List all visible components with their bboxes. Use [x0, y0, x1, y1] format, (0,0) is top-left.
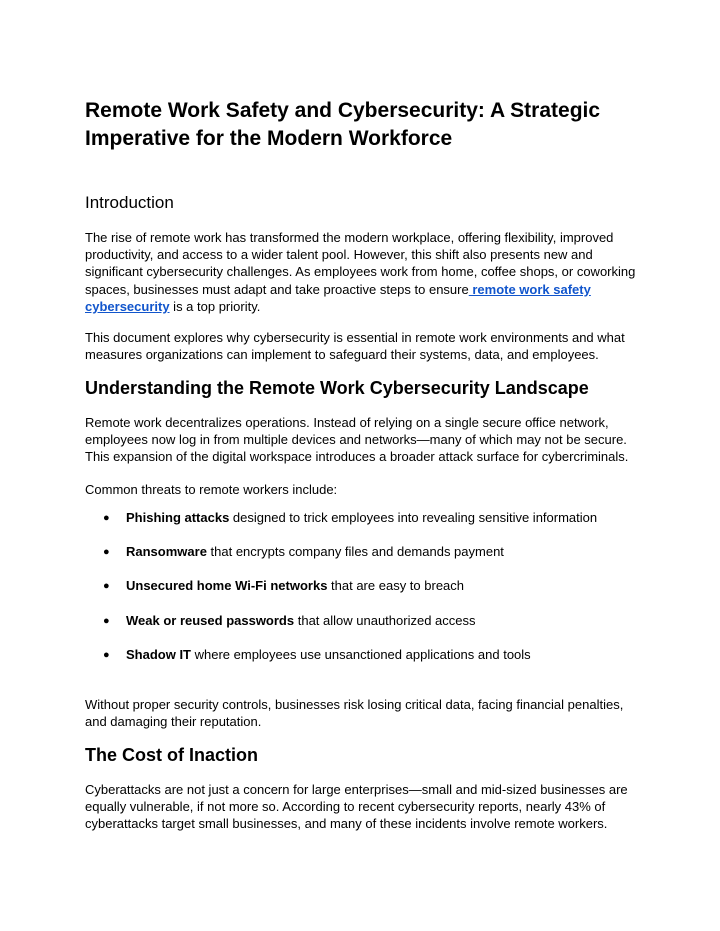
intro-p1-after: is a top priority. [169, 298, 261, 314]
intro-paragraph-1 [85, 229, 645, 315]
bullet-icon: ● [103, 546, 110, 559]
bullet-icon: ● [103, 614, 110, 627]
bullet-icon: ● [103, 512, 110, 524]
list-item [85, 645, 645, 679]
landscape-heading: Understanding the Remote Work Cybersecurity Landscape [85, 378, 589, 398]
intro-paragraph-2: This document explores why cybersecurity is essential in remote work environments and what measures organizations can implement to safeguard their systems, data, and employees. [85, 330, 625, 363]
list-item [85, 576, 645, 610]
document-title: Remote Work Safety and Cybersecurity: A Strategic Imperative for the Modern Workforce [85, 99, 601, 150]
intro-heading: Introduction [85, 193, 174, 212]
threat-name: Unsecured home Wi-Fi networks [126, 578, 328, 594]
threat-description: designed to trick employees into revealing sensitive information [229, 510, 598, 525]
remote-work-safety-link[interactable]: remote work safety cybersecurity [85, 281, 591, 314]
landscape-paragraph-1: Remote work decentralizes operations. Instead of relying on a single secure office network, employees now log in from multiple devices and networks—many of which may not be secure. This expansion of the digital workspace introduces a broader attack surface for cybercriminals. [85, 415, 629, 465]
list-item [85, 542, 645, 576]
threats-intro: Common threats to remote workers include: [85, 482, 338, 497]
bullet-icon: ● [103, 580, 110, 593]
cost-heading: The Cost of Inaction [85, 745, 258, 765]
list-item [85, 611, 645, 645]
threat-name: Ransomware [126, 544, 207, 560]
bullet-icon: ● [103, 648, 110, 661]
cost-paragraph-1: Cyberattacks are not just a concern for large enterprises—small and mid-sized businesses are equally vulnerable, if not more so. According to recent cybersecurity reports, nearly 43% of cyberattacks target small businesses, and many of these incidents involve remote workers. [85, 782, 628, 832]
threat-list [85, 508, 645, 679]
landscape-paragraph-3: Without proper security controls, businesses risk losing critical data, facing financial penalties, and damaging their reputation. [85, 697, 624, 730]
threat-description: that encrypts company files and demands payment [206, 544, 504, 560]
threat-description: that are easy to breach [327, 578, 465, 594]
threat-name: Shadow IT [126, 646, 191, 662]
threat-description: that allow unauthorized access [294, 612, 476, 628]
list-item [85, 508, 645, 542]
threat-name: Weak or reused passwords [126, 612, 295, 628]
threat-name: Phishing attacks [126, 510, 230, 525]
intro-p1-text: The rise of remote work has transformed the modern workplace, offering flexibility, improved productivity, and access to a wider talent pool. However, this shift also presents new and significant cybersecurity challenges. As employees work from home, coffee shops, or coworking spaces, businesses must adapt and take proactive steps to ensure [85, 230, 636, 297]
threat-description: where employees use unsanctioned applications and tools [191, 646, 531, 662]
